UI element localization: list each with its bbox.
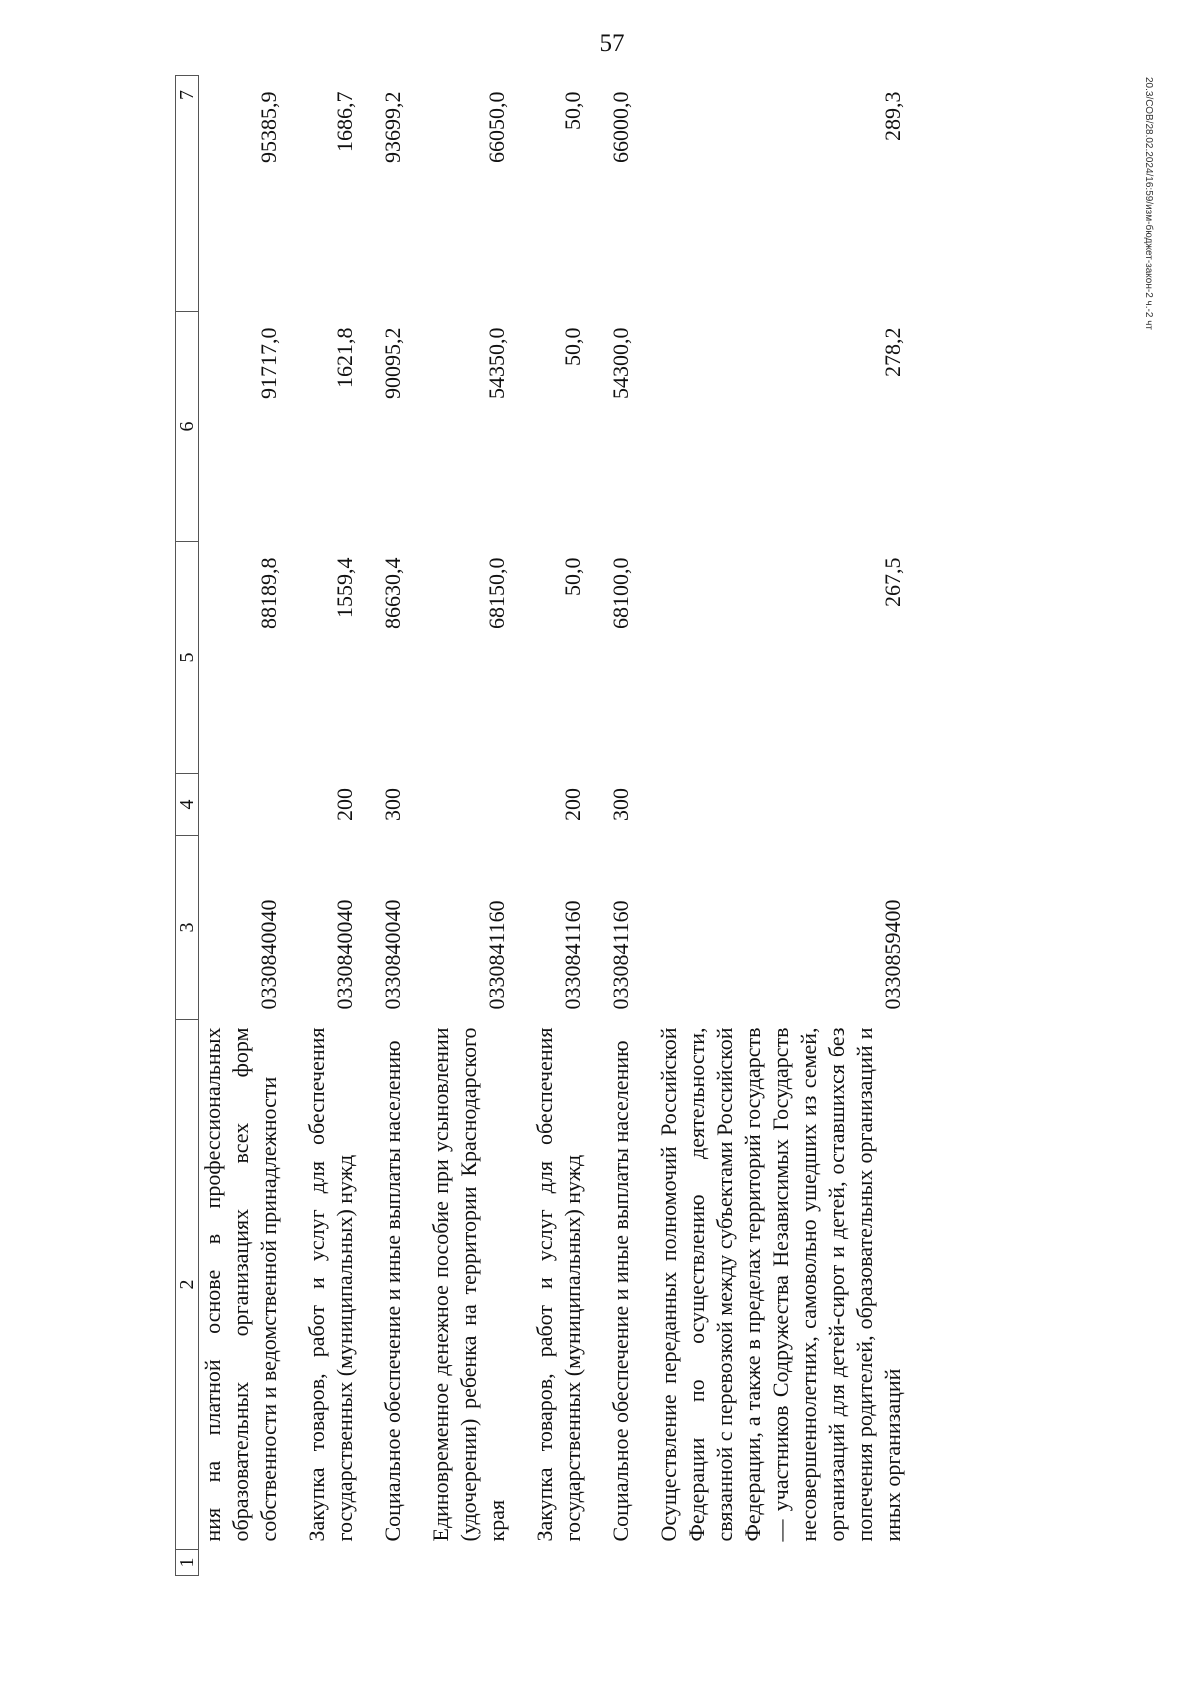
row-target-code: 0330859400 (880, 899, 905, 1010)
row-amount-col7: 66050,0 (484, 91, 509, 163)
row-amount-col5: 267,5 (880, 557, 905, 607)
table-row (649, 76, 921, 1576)
row-number-cell (373, 1550, 421, 1576)
table-row (297, 76, 373, 1576)
row-description: Закупка товаров, работ и услуг для обеспечения государственных (муниципальных) нужд (532, 1027, 585, 1542)
row-expense-type (421, 774, 525, 836)
column-number: 2 (176, 1020, 199, 1550)
table-row (601, 76, 649, 1576)
row-expense-type: 200 (332, 788, 357, 821)
row-description: Социальное обеспечение и иные выплаты населению (608, 1040, 633, 1542)
row-amount-col7: 50,0 (560, 91, 585, 130)
row-number-cell (649, 1550, 921, 1576)
row-target-code: 0330841160 (560, 900, 585, 1010)
budget-table (175, 75, 921, 1576)
row-expense-type: 200 (560, 788, 585, 821)
row-amount-col5: 68100,0 (608, 557, 633, 629)
row-amount-col7: 1686,7 (332, 91, 357, 152)
row-amount-col7: 289,3 (880, 91, 905, 141)
row-target-code: 0330840040 (332, 899, 357, 1010)
row-number-cell (421, 1550, 525, 1576)
row-number-cell (525, 1550, 601, 1576)
row-target-code: 0330841160 (484, 900, 509, 1010)
column-number: 6 (176, 312, 199, 542)
row-amount-col6: 54350,0 (484, 327, 509, 399)
page-number: 57 (599, 30, 625, 57)
row-number-cell (601, 1550, 649, 1576)
column-number: 3 (176, 836, 199, 1020)
row-expense-type (199, 774, 298, 836)
row-amount-col7: 66000,0 (608, 91, 633, 163)
row-expense-type (649, 774, 921, 836)
table-row (421, 76, 525, 1576)
rotated-table-container (175, 76, 1135, 1576)
column-number: 5 (176, 542, 199, 774)
row-number-cell (199, 1550, 298, 1576)
row-amount-col5: 88189,8 (256, 557, 281, 629)
column-number: 4 (176, 774, 199, 836)
row-amount-col6: 278,2 (880, 327, 905, 377)
row-amount-col6: 54300,0 (608, 327, 633, 399)
row-amount-col6: 50,0 (560, 327, 585, 366)
row-amount-col5: 50,0 (560, 557, 585, 596)
column-number: 7 (176, 76, 199, 312)
row-target-code: 0330840040 (380, 899, 405, 1010)
table-row (199, 76, 298, 1576)
row-amount-col5: 86630,4 (380, 557, 405, 629)
row-expense-type: 300 (380, 788, 405, 821)
row-amount-col7: 93699,2 (380, 91, 405, 163)
row-amount-col6: 90095,2 (380, 327, 405, 399)
row-description: Единовременное денежное пособие при усыновлении (удочерении) ребенка на территории Краснодарского края (428, 1027, 509, 1542)
row-number-cell (297, 1550, 373, 1576)
row-description: Закупка товаров, работ и услуг для обеспечения государственных (муниципальных) нужд (304, 1027, 357, 1542)
document-stamp: 20.3/СОВ/28.02.2024/16:59/изм-бюджет-закон-2 ч.-2 чт (1143, 77, 1154, 330)
table-row (373, 76, 421, 1576)
row-amount-col6: 91717,0 (256, 327, 281, 399)
row-amount-col5: 68150,0 (484, 557, 509, 629)
row-description: ния на платной основе в профессиональных образовательных организациях всех форм собственности и ведомственной принадлежности (200, 1027, 281, 1542)
row-amount-col6: 1621,8 (332, 327, 357, 388)
row-amount-col7: 95385,9 (256, 91, 281, 163)
row-target-code: 0330841160 (608, 900, 633, 1010)
row-description: Осуществление переданных полномочий Российской Федерации по осуществлению деятельности, связанной с перевозкой между субъектами Российской Федерации, а также в пределах территорий государств — участников Содружества Независимых Государств несовершеннолетних, самовольно ушедших из семей, организаций для детей-сирот и детей, оставшихся без попечения родителей, образовательных организаций и иных организаций (656, 1027, 905, 1542)
row-amount-col5: 1559,4 (332, 557, 357, 618)
row-expense-type: 300 (608, 788, 633, 821)
table-row (525, 76, 601, 1576)
column-number-row (176, 76, 199, 1576)
row-target-code: 0330840040 (256, 899, 281, 1010)
row-description: Социальное обеспечение и иные выплаты населению (380, 1040, 405, 1542)
column-number: 1 (176, 1550, 199, 1576)
